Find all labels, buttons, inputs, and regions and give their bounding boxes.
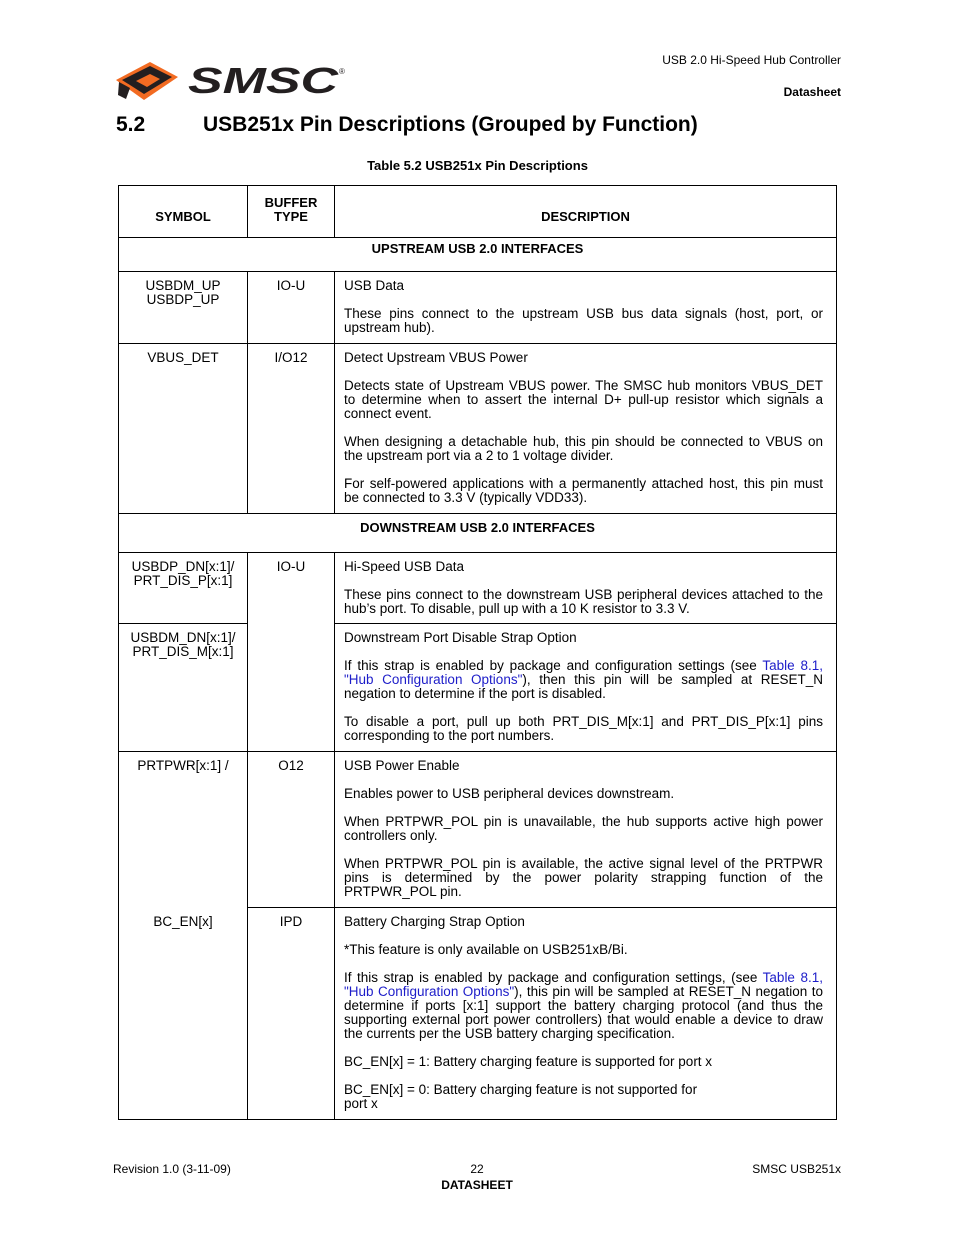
description-cell — [335, 908, 837, 1120]
symbol-line: PRT_DIS_M[x:1] — [132, 644, 234, 659]
description-paragraph — [344, 971, 823, 1041]
description-paragraph: These pins connect to the upstream USB bus data signals (host, port, or upstream hub). — [344, 306, 823, 335]
symbol-cell — [119, 553, 248, 624]
text-run: ), this pin will be sampled at RESET_N negation to determine if ports [x:1] support the battery charging protocol (and thus the supporting external port power controllers) that would enable a device to draw the currents per the USB battery charging specification. — [344, 984, 823, 1041]
symbol-line: PRT_DIS_P[x:1] — [133, 573, 233, 588]
symbol-line: PRTPWR[x:1] / — [137, 758, 229, 773]
header-buffer-line1: BUFFER — [264, 195, 318, 210]
table-row — [119, 624, 837, 752]
section-heading: USB251x Pin Descriptions (Grouped by Function) — [203, 113, 698, 136]
description-paragraph: These pins connect to the downstream USB peripheral devices attached to the hub’s port. To disable, pull up with a 10 K resistor to 3.3 V. — [344, 587, 823, 616]
smsc-logo-graphic — [116, 60, 348, 102]
table-header-row — [119, 186, 837, 238]
description-paragraph: For self-powered applications with a permanently attached host, this pin must be connected to 3.3 V (typically VDD33). — [344, 476, 823, 505]
description-paragraph: *This feature is only available on USB251xB/Bi. — [344, 942, 628, 957]
section-number: 5.2 — [116, 113, 146, 136]
table-caption: Table 5.2 USB251x Pin Descriptions — [367, 158, 588, 173]
description-title: USB Power Enable — [344, 758, 460, 773]
registered-mark: ® — [339, 67, 345, 76]
footer-product: SMSC USB251x — [752, 1162, 841, 1176]
symbol-cell — [119, 624, 248, 752]
buffer-cell: O12 — [248, 752, 335, 908]
text-run: BC_EN[x] = 0: Battery charging feature is not supported for — [344, 1082, 698, 1097]
buffer-cell: IO-U — [248, 272, 335, 344]
description-paragraph: BC_EN[x] = 1: Battery charging feature is supported for port x — [344, 1054, 713, 1069]
header-doc-type: Datasheet — [783, 85, 841, 99]
text-run: port x — [344, 1096, 378, 1111]
group-downstream-label: DOWNSTREAM USB 2.0 INTERFACES — [119, 514, 837, 553]
table-row — [119, 752, 837, 908]
header-buffer-line2: TYPE — [274, 209, 308, 224]
description-paragraph: When PRTPWR_POL pin is available, the active signal level of the PRTPWR pins is determined by the power polarity strapping function of the PRTPWR_POL pin. — [344, 856, 823, 899]
header-buffer-type — [248, 186, 335, 238]
text-run: If this strap is enabled by package and configuration settings (see — [344, 658, 763, 673]
header-description: DESCRIPTION — [335, 186, 837, 238]
description-title: Hi-Speed USB Data — [344, 559, 465, 574]
buffer-cell: IO-U — [248, 553, 335, 752]
header-symbol: SYMBOL — [119, 186, 248, 238]
symbol-cell — [119, 752, 248, 1120]
description-title: Downstream Port Disable Strap Option — [344, 630, 577, 645]
group-row-downstream — [119, 514, 837, 553]
description-cell — [335, 344, 837, 514]
description-paragraph: When designing a detachable hub, this pin should be connected to VBUS on the upstream port via a 2 to 1 voltage divider. — [344, 434, 823, 463]
symbol-line: USBDP_UP — [146, 292, 220, 307]
symbol-line: USBDM_UP — [145, 278, 221, 293]
header-product-name: USB 2.0 Hi-Speed Hub Controller — [662, 53, 841, 67]
symbol-cell — [119, 272, 248, 344]
buffer-cell: IPD — [248, 908, 335, 1120]
table-8-1-link[interactable]: Table 8.1, "Hub Configuration Options" — [344, 970, 824, 999]
description-cell — [335, 553, 837, 624]
description-title: USB Data — [344, 278, 405, 293]
description-paragraph — [344, 1083, 823, 1111]
description-paragraph: Enables power to USB peripheral devices downstream. — [344, 786, 675, 801]
symbol-line: BC_EN[x] — [153, 914, 213, 929]
description-title: Detect Upstream VBUS Power — [344, 350, 528, 365]
table-row — [119, 272, 837, 344]
description-cell — [335, 624, 837, 752]
footer-revision: Revision 1.0 (3-11-09) — [113, 1162, 231, 1176]
footer-doc-type: DATASHEET — [441, 1178, 513, 1192]
section-title — [116, 113, 698, 137]
symbol-line: USBDM_DN[x:1]/ — [130, 630, 236, 645]
description-paragraph: When PRTPWR_POL pin is unavailable, the hub supports active high power controllers only. — [344, 814, 823, 843]
logo-wordmark: SMSC — [188, 60, 340, 101]
description-paragraph — [344, 659, 823, 701]
description-paragraph: Detects state of Upstream VBUS power. The SMSC hub monitors VBUS_DET to determine when to assert the internal D+ pull-up resistor which signals a connect event. — [344, 378, 823, 421]
description-cell — [335, 272, 837, 344]
text-run: If this strap is enabled by package and configuration settings, (see — [344, 970, 763, 985]
description-cell — [335, 752, 837, 908]
text-run: ), then this pin will be sampled at RESET_N negation to determine if the port is disabled. — [344, 672, 823, 701]
description-paragraph: To disable a port, pull up both PRT_DIS_M[x:1] and PRT_DIS_P[x:1] pins corresponding to the port numbers. — [344, 714, 823, 743]
footer-page-number: 22 — [470, 1162, 484, 1176]
buffer-cell: I/O12 — [248, 344, 335, 514]
symbol-line: USBDP_DN[x:1]/ — [131, 559, 235, 574]
table-row — [119, 553, 837, 624]
smsc-logo — [116, 60, 348, 107]
table-row — [119, 344, 837, 514]
group-row-upstream — [119, 238, 837, 272]
table-8-1-link[interactable]: Table 8.1, "Hub Configuration Options" — [344, 658, 824, 687]
description-title: Battery Charging Strap Option — [344, 914, 525, 929]
group-upstream-label: UPSTREAM USB 2.0 INTERFACES — [119, 238, 837, 272]
pin-descriptions-table — [118, 185, 837, 1120]
symbol-cell: VBUS_DET — [119, 344, 248, 514]
